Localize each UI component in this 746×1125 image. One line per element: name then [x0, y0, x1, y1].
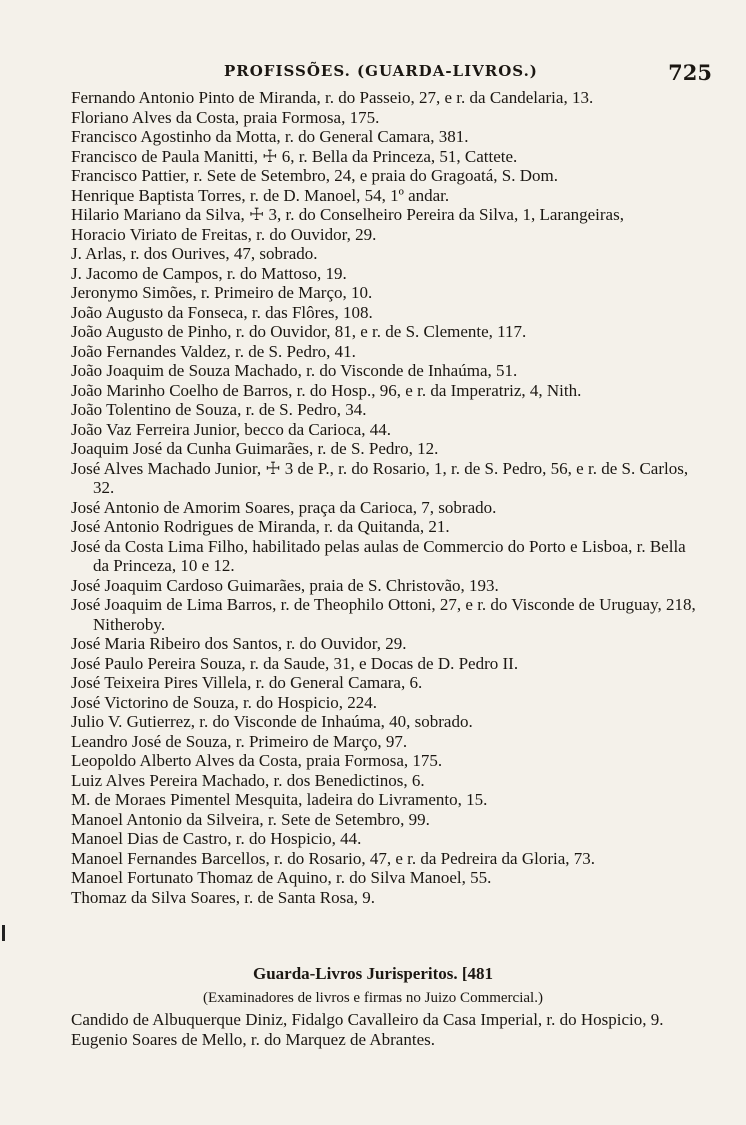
list-item: Eugenio Soares de Mello, r. do Marquez de Abrantes.: [71, 1029, 435, 1049]
list-item: Manoel Fortunato Thomaz de Aquino, r. do Silva Manoel, 55.: [71, 868, 492, 887]
list-item: João Vaz Ferreira Junior, becco da Carioca, 44.: [71, 419, 391, 439]
list-item: Thomaz da Silva Soares, r. de Santa Rosa, 9.: [71, 887, 376, 907]
list-item: Floriano Alves da Costa, praia Formosa, 175.: [71, 107, 380, 127]
list-item: José Antonio de Amorim Soares, praça da Carioca, 7, sobrado.: [71, 497, 497, 517]
list-item: Horacio Viriato de Freitas, r. do Ouvidor, 29.: [71, 224, 377, 244]
list-item: Henrique Baptista Torres, r. de D. Manoel, 54, 1º andar.: [71, 185, 450, 205]
page-header: [72, 58, 712, 88]
list-item: Jeronymo Simões, r. Primeiro de Março, 10.: [71, 283, 373, 302]
list-item: João Augusto de Pinho, r. do Ouvidor, 81, e r. de S. Clemente, 117.: [71, 322, 527, 341]
list-item: Francisco Pattier, r. Sete de Setembro, 24, e praia do Gragoatá, S. Dom.: [71, 166, 558, 185]
list-item: Manoel Antonio da Silveira, r. Sete de Setembro, 99.: [71, 809, 430, 829]
list-item: José Maria Ribeiro dos Santos, r. do Ouvidor, 29.: [71, 634, 407, 653]
list-item: Hilario Mariano da Silva, ☩ 3, r. do Conselheiro Pereira da Silva, 1, Larangeiras,: [71, 205, 624, 224]
list-item: Luiz Alves Pereira Machado, r. dos Benedictinos, 6.: [71, 770, 425, 790]
list-item: José Joaquim Cardoso Guimarães, praia de S. Christovão, 193.: [71, 575, 499, 595]
margin-mark: [2, 925, 5, 941]
list-item: Francisco de Paula Manitti, ☩ 6, r. Bella da Princeza, 51, Cattete.: [71, 146, 518, 166]
list-item: José da Costa Lima Filho, habilitado pelas aulas de Commercio do Porto e Lisboa, r. Bella da Princeza, 10 e 12.: [71, 536, 686, 575]
list-item: Francisco Agostinho da Motta, r. do General Camara, 381.: [71, 127, 469, 146]
list-item: Joaquim José da Cunha Guimarães, r. de S. Pedro, 12.: [71, 439, 439, 458]
list-item: José Teixeira Pires Villela, r. do General Camara, 6.: [71, 673, 423, 692]
section-title: Guarda-Livros Jurisperitos. [481: [252, 964, 494, 983]
entry-list: [0, 88, 746, 907]
list-item: Manoel Dias de Castro, r. do Hospicio, 44.: [71, 829, 362, 848]
page-number: 725: [668, 60, 712, 85]
list-item: José Victorino de Souza, r. do Hospicio, 224.: [71, 692, 378, 712]
section-entry-list: [0, 1010, 746, 1049]
section-subtitle: (Examinadores de livros e firmas no Juizo Commercial.): [203, 990, 543, 1006]
list-item: Fernando Antonio Pinto de Miranda, r. do Passeio, 27, e r. da Candelaria, 13.: [71, 88, 594, 107]
list-item: M. de Moraes Pimentel Mesquita, ladeira do Livramento, 15.: [71, 790, 488, 809]
list-item: João Fernandes Valdez, r. de S. Pedro, 41.: [71, 341, 356, 361]
list-item: Candido de Albuquerque Diniz, Fidalgo Cavalleiro da Casa Imperial, r. do Hospicio, 9.: [71, 1010, 664, 1029]
list-item: João Augusto da Fonseca, r. das Flôres, 108.: [71, 302, 373, 322]
list-item: J. Jacomo de Campos, r. do Mattoso, 19.: [71, 263, 347, 283]
list-item: José Paulo Pereira Souza, r. da Saude, 31, e Docas de D. Pedro II.: [71, 653, 519, 673]
list-item: João Marinho Coelho de Barros, r. do Hosp., 96, e r. da Imperatriz, 4, Nith.: [71, 380, 582, 400]
running-head: PROFISSÕES. (GUARDA-LIVROS.): [224, 62, 538, 80]
list-item: Julio V. Gutierrez, r. do Visconde de Inhaúma, 40, sobrado.: [71, 712, 473, 731]
list-item: J. Arlas, r. dos Ourives, 47, sobrado.: [71, 244, 318, 263]
list-item: Manoel Fernandes Barcellos, r. do Rosario, 47, e r. da Pedreira da Gloria, 73.: [71, 848, 596, 868]
jurisperitos-section: [0, 964, 746, 1049]
list-item: José Joaquim de Lima Barros, r. de Theophilo Ottoni, 27, e r. do Visconde de Uruguay, 218, Nitheroby.: [71, 595, 696, 634]
list-item: João Tolentino de Souza, r. de S. Pedro, 34.: [71, 400, 367, 419]
list-item: José Alves Machado Junior, ☩ 3 de P., r. do Rosario, 1, r. de S. Pedro, 56, e r. de S. Carlos, 32.: [71, 458, 689, 497]
list-item: José Antonio Rodrigues de Miranda, r. da Quitanda, 21.: [71, 517, 450, 536]
list-item: João Joaquim de Souza Machado, r. do Visconde de Inhaúma, 51.: [71, 361, 518, 380]
list-item: Leandro José de Souza, r. Primeiro de Março, 97.: [71, 731, 408, 751]
list-item: Leopoldo Alberto Alves da Costa, praia Formosa, 175.: [71, 751, 443, 770]
